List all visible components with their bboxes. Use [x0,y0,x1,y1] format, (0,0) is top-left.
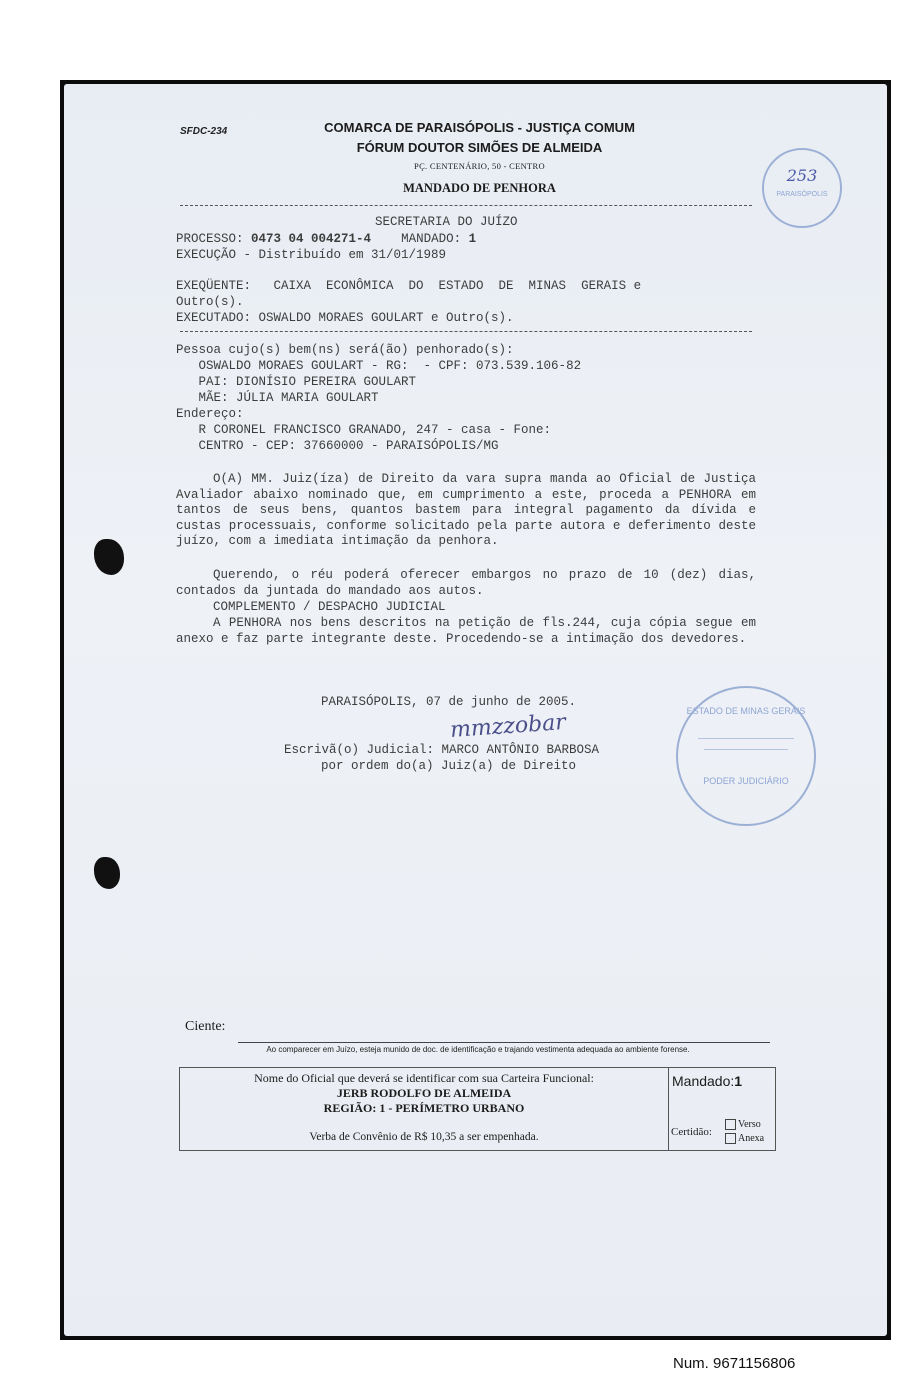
verba: Verba de Convênio de R$ 10,35 a ser empenhada. [309,1131,539,1143]
punch-hole-top [94,539,124,575]
oficial-box [179,1067,776,1151]
official-round-stamp [676,686,816,826]
ciente-line [238,1042,770,1043]
handwritten-signature: mmzzobar [449,709,567,744]
page-stamp-text: PARAISÓPOLIS [776,191,828,198]
escriva-line: Escrivã(o) Judicial: MARCO ANTÔNIO BARBOSA [284,743,600,757]
mandado-value: 1 [468,232,477,246]
processo-label: PROCESSO: [176,232,244,246]
executado: EXECUTADO: OSWALDO MORAES GOULART e Outro(s). [176,311,514,325]
forum-name: FÓRUM DOUTOR SIMÕES DE ALMEIDA [356,140,603,155]
person-mae: MÃE: JÚLIA MARIA GOULART [176,391,379,405]
oficial-label: Nome do Oficial que deverá se identificar com sua Carteira Funcional: [254,1071,594,1085]
oficial-name: JERB RODOLFO DE ALMEIDA [336,1086,512,1100]
body-paragraph-2: Querendo, o réu poderá oferecer embargos no prazo de 10 (dez) dias, contados da juntada do mandado aos autos. [176,568,756,598]
endereco-label: Endereço: [176,407,244,421]
page-number-stamp [762,148,842,228]
body-paragraph-1: O(A) MM. Juiz(íza) de Direito da vara supra manda ao Oficial de Justiça Avaliador abaixo nominado que, em cumprimento a este, proceda a PENHORA em tantos de seus bens, quantos bastem para integral pagamento da dívida e custas processuais, conforme solicitado pela parte autora e deferimento deste juízo, com a imediata intimação da penhora. [176,472,756,548]
processo-line [176,232,476,248]
exequente-2: Outro(s). [176,295,244,309]
punch-hole-bottom [94,857,120,889]
mandado-label: MANDADO: [401,232,462,246]
complemento: COMPLEMENTO / DESPACHO JUDICIAL [213,600,446,614]
stamp-top-text: ESTADO DE MINAS GERAIS [686,706,806,716]
ordem-line: por ordem do(a) Juiz(a) de Direito [321,759,577,773]
person-name: OSWALDO MORAES GOULART - RG: - CPF: 073.539.106-82 [176,359,582,373]
exequente-1: EXEQÜENTE: CAIXA ECONÔMICA DO ESTADO DE MINAS GERAIS e [176,279,642,293]
regiao: REGIÃO: 1 - PERÍMETRO URBANO [323,1101,525,1115]
divider-top [180,205,752,206]
person-pai: PAI: DIONÍSIO PEREIRA GOULART [176,375,417,389]
person-intro: Pessoa cujo(s) bem(ns) será(ão) penhorado(s): [176,343,514,357]
anexa-checkbox[interactable]: Anexa [725,1133,764,1144]
document-number: Num. 9671156806 [673,1355,796,1372]
processo-value: 0473 04 004271-4 [251,232,372,246]
execucao: EXECUÇÃO - Distribuído em 31/01/1989 [176,248,447,262]
form-code: SFDC-234 [180,126,228,137]
doc-title: MANDADO DE PENHORA [403,181,556,195]
certidao-label: Certidão: [671,1126,712,1138]
court-name: COMARCA DE PARAISÓPOLIS - JUSTIÇA COMUM [324,120,635,135]
scanned-page [60,80,891,1340]
body-paragraph-3: A PENHORA nos bens descritos na petição de fls.244, cuja cópia segue em anexo e faz parte integrante deste. Procedendo-se a intimação dos devedores. [176,616,756,646]
mandado-box-label: Mandado:1 [672,1073,743,1089]
secretaria: SECRETARIA DO JUÍZO [375,215,518,229]
endereco-1: R CORONEL FRANCISCO GRANADO, 247 - casa - Fone: [176,423,552,437]
ciente-label: Ciente: [185,1019,226,1034]
place-date: PARAISÓPOLIS, 07 de junho de 2005. [321,695,577,709]
divider-mid [180,331,752,332]
paper-sheet [64,84,887,1336]
stamp-bottom-text: PODER JUDICIÁRIO [703,776,789,786]
ciente-note: Ao comparecer em Juízo, esteja munido de doc. de identificação e trajando vestimenta adequada ao ambiente forense. [266,1045,690,1054]
page-number: 253 [786,166,818,185]
forum-address: PÇ. CENTENÁRIO, 50 - CENTRO [414,161,545,171]
endereco-2: CENTRO - CEP: 37660000 - PARAISÓPOLIS/MG [176,439,499,453]
verso-checkbox[interactable]: Verso [725,1119,761,1130]
